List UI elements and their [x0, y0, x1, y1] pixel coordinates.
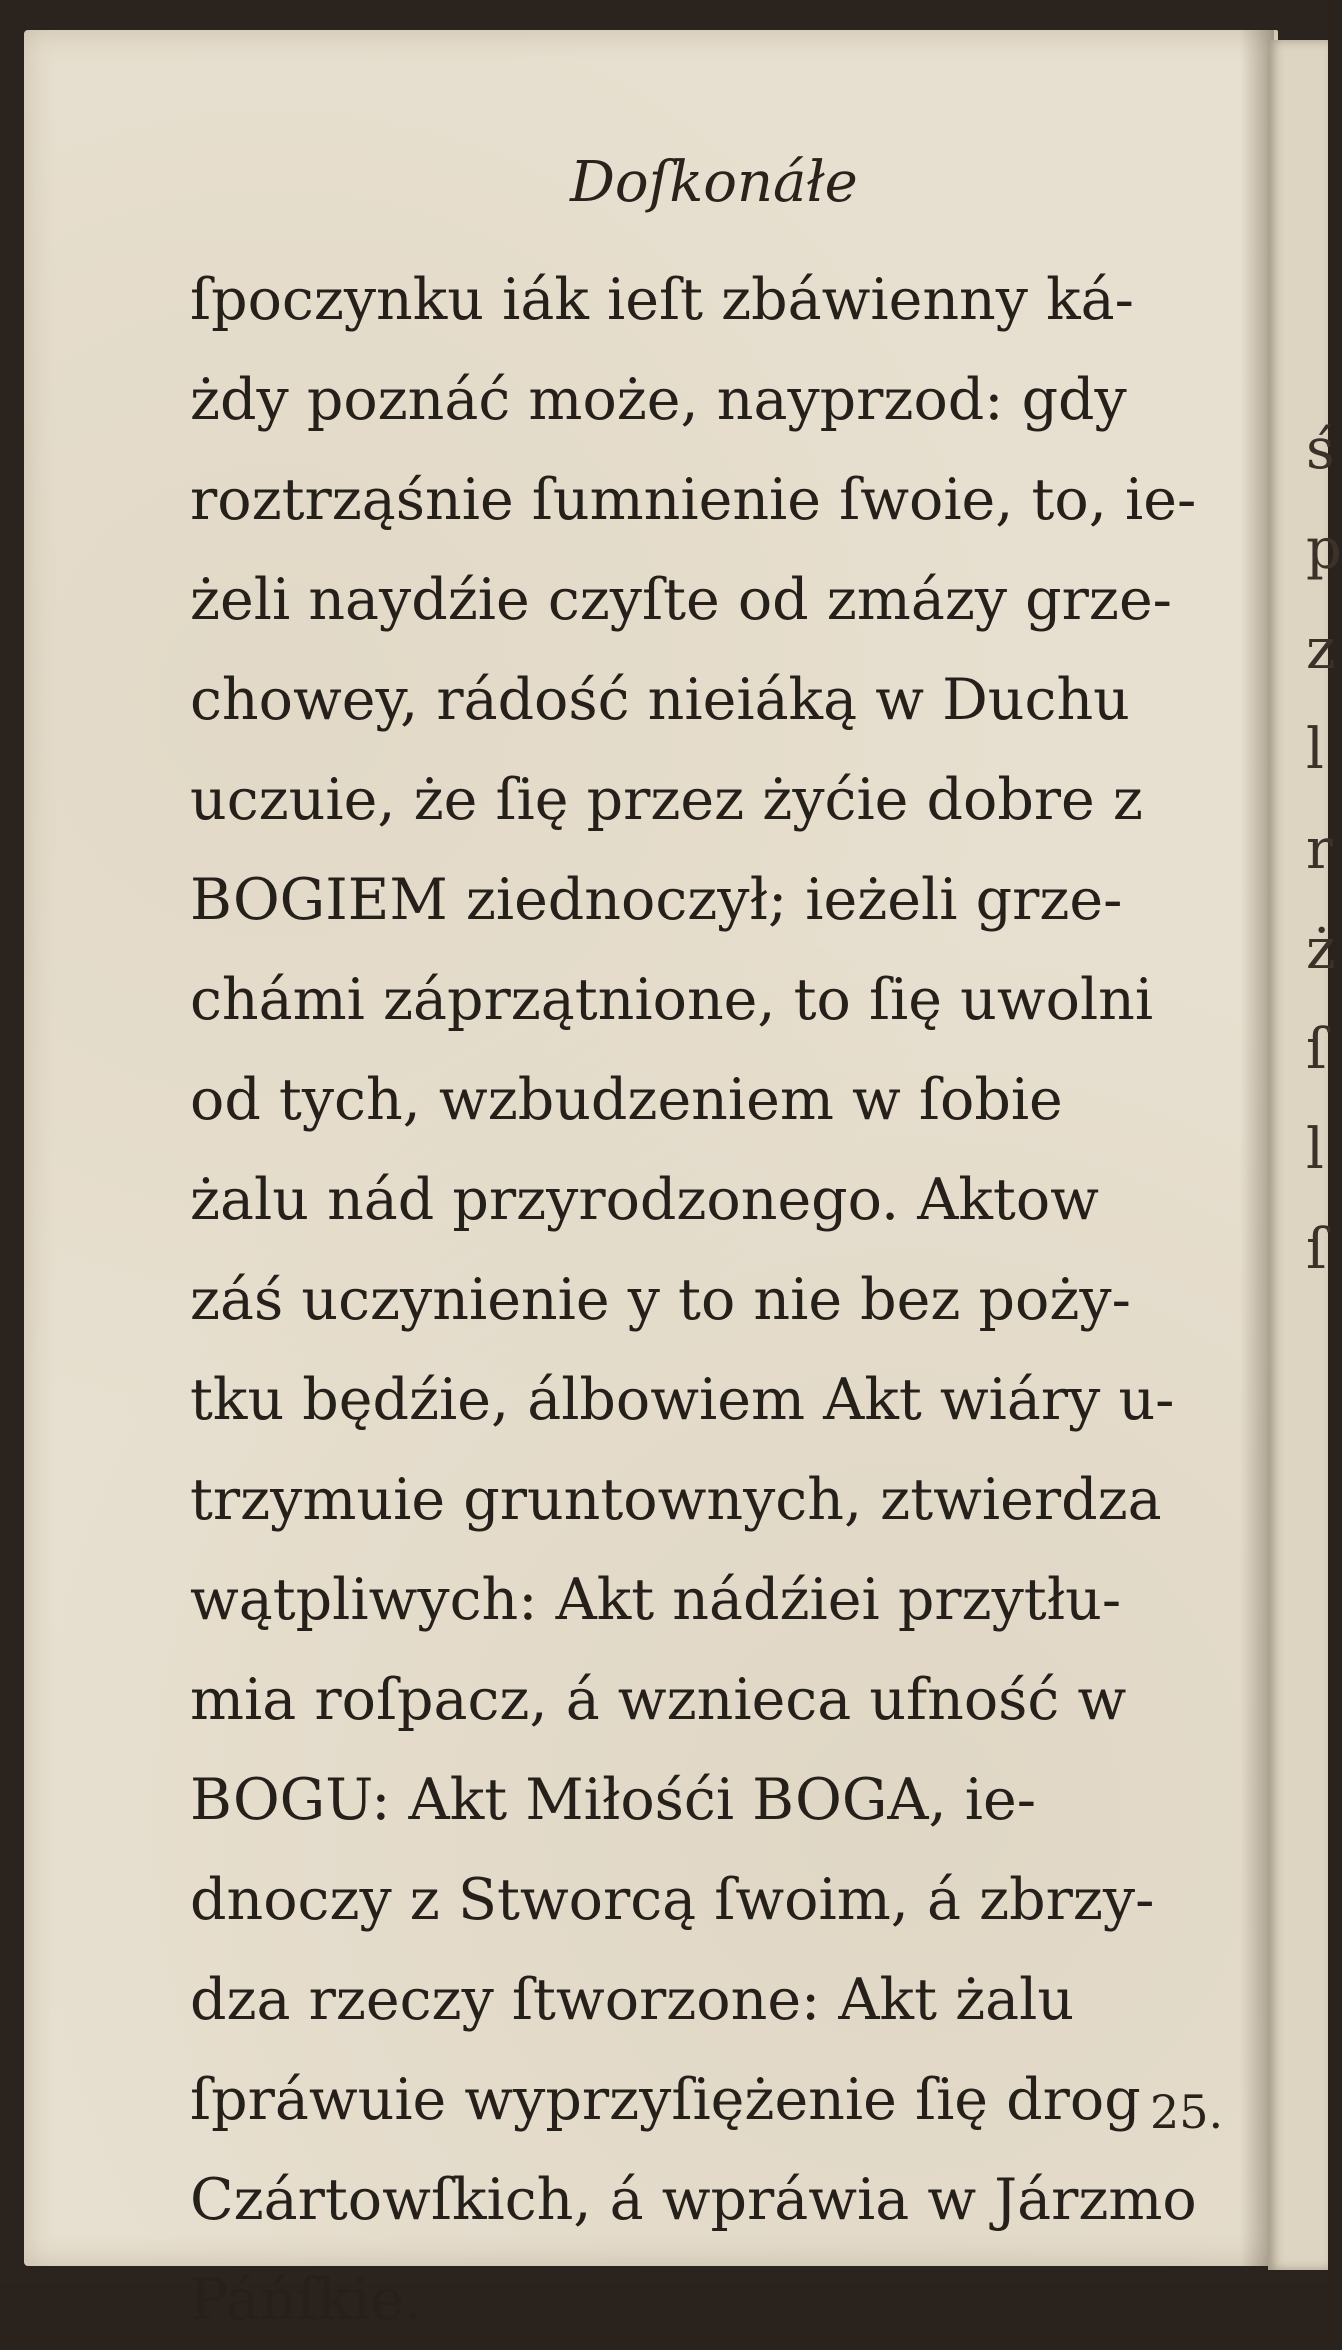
- text-line: ſpráwuie wyprzyſiężenie ſię drog: [190, 2067, 1141, 2133]
- text-line: tku będźie, álbowiem Akt wiáry u-: [190, 1367, 1175, 1433]
- text-line: záś uczynienie y to nie bez poży-: [190, 1267, 1131, 1333]
- text-line: mia roſpacz, á wznieca ufność w: [190, 1667, 1127, 1733]
- text-line: uczuie, że ſię przez żyćie dobre z: [190, 767, 1143, 833]
- text-line: Páńſkie.: [190, 2267, 423, 2333]
- text-line: żeli naydźie czyſte od zmázy grze-: [190, 567, 1172, 633]
- text-line: BOGIEM ziednoczył; ieżeli grze-: [190, 867, 1123, 933]
- text-line: żalu nád przyrodzonego. Aktow: [190, 1167, 1099, 1233]
- text-line: trzymuie gruntownych, ztwierdza: [190, 1467, 1162, 1533]
- text-line: dza rzeczy ſtworzone: Akt żalu: [190, 1967, 1075, 2033]
- text-line: Czártowſkich, á wpráwia w Járzmo: [190, 2167, 1197, 2233]
- text-line: chowey, rádość nieiáką w Duchu: [190, 667, 1130, 733]
- next-page-edge-letters: ś p z l r ż ſ l ſ: [1306, 417, 1342, 1282]
- text-line: dnoczy z Stworcą ſwoim, á zbrzy-: [190, 1867, 1155, 1933]
- running-head: Doſkonáłe: [570, 150, 858, 215]
- text-line: żdy poznáć może, nayprzod: gdy: [190, 367, 1127, 433]
- text-line: BOGU: Akt Miłośći BOGA, ie-: [190, 1767, 1037, 1833]
- text-line: wątpliwych: Akt nádźiei przytłu-: [190, 1567, 1122, 1633]
- text-line: roztrząśnie ſumnienie ſwoie, to, ie-: [190, 467, 1197, 533]
- body-text: [190, 250, 1290, 2350]
- text-line: ſpoczynku iák ieſt zbáwienny ká-: [190, 267, 1134, 333]
- page-number: 25.: [1150, 2085, 1224, 2139]
- text-line: chámi záprzątnione, to ſię uwolni: [190, 967, 1154, 1033]
- text-line: od tych, wzbudzeniem w ſobie: [190, 1067, 1063, 1133]
